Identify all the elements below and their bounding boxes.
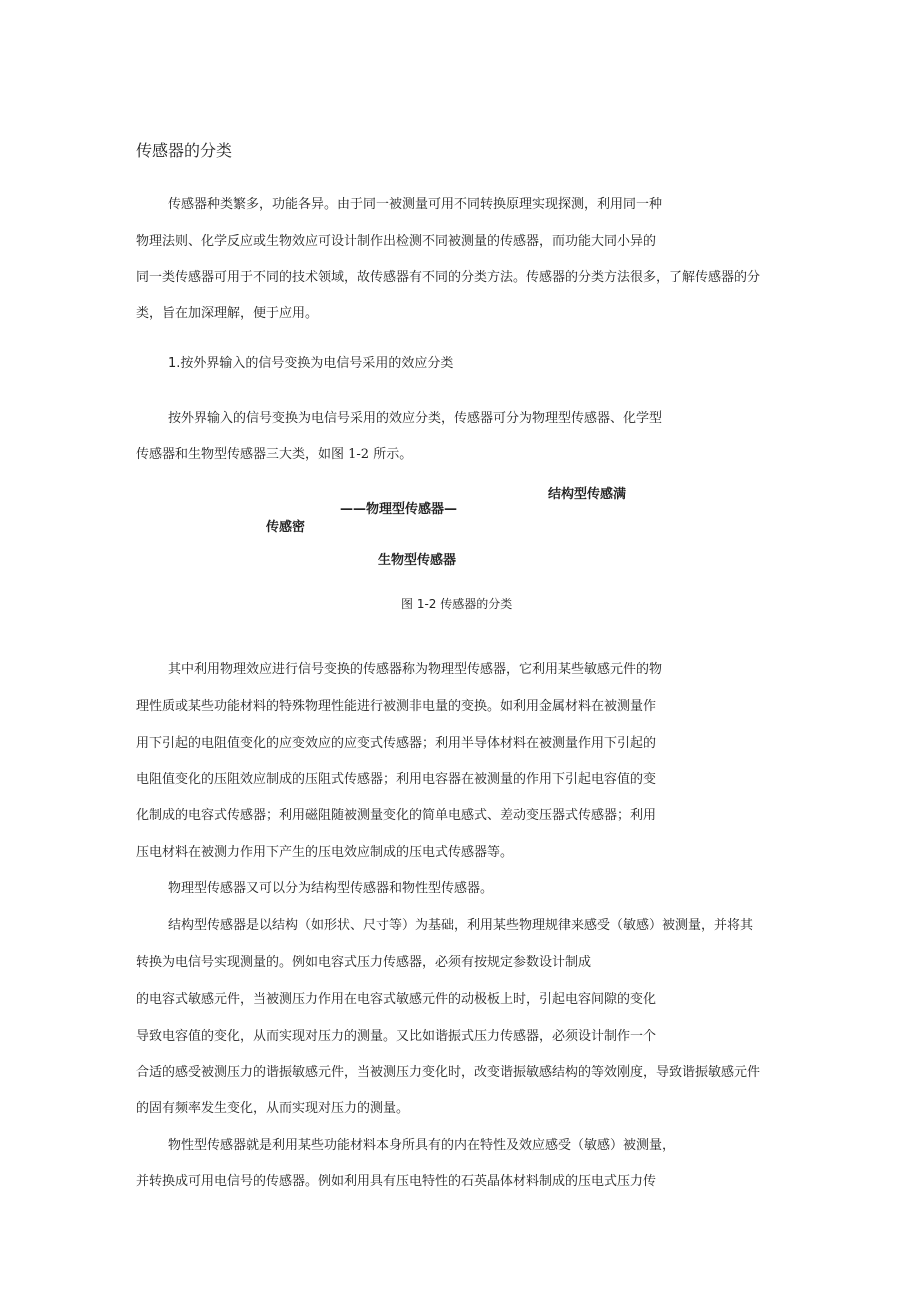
figure-caption-prefix: 图 [401, 597, 417, 611]
section-1-heading [168, 356, 453, 372]
intro-line-2: 物理法则、化学反应或生物效应可设计制作出检测不同被测量的传感器，而功能大同小异的 [136, 234, 657, 249]
structural-line-3: 的电容式敏感元件，当被测压力作用在电容式敏感元件的动极板上时，引起电容间隙的变化 [136, 992, 657, 1007]
structural-line-2: 转换为电信号实现测量的。例如电容式压力传感器，必须有按规定参数设计制成 [136, 955, 592, 970]
property-line-1: 物性型传感器就是利用某些功能材料本身所具有的内在特性及效应感受（敏感）被测量， [168, 1138, 676, 1153]
figure-caption-number: 1-2 [416, 597, 437, 611]
structural-line-4: 导致电容值的变化，从而实现对压力的测量。又比如谐振式压力传感器，必须设计制作一个 [136, 1029, 657, 1044]
intro-line-4: 类，旨在加深理解，便于应用。 [136, 306, 319, 321]
figure-label-root: 传感密 [266, 520, 306, 535]
figure-caption-text: 传感器的分类 [436, 597, 513, 611]
structural-line-1: 结构型传感器是以结构（如形状、尺寸等）为基础，利用某些物理规律来感受（敏感）被测量，并将其 [168, 918, 754, 933]
section-1-line-2: 传感器和生物型传感器三大类，如图 1-2 所示。 [136, 447, 413, 462]
property-line-2: 并转换成可用电信号的传感器。例如利用具有压电特性的石英晶体材料制成的压电式压力传 [136, 1174, 657, 1189]
section-1-heading-text: 按外界输入的信号变换为电信号采用的效应分类 [180, 356, 454, 371]
physical-line-3: 用下引起的电阻值变化的应变效应的应变式传感器；利用半导体材料在被测量作用下引起的 [136, 736, 657, 751]
intro-line-1: 传感器种类繁多，功能各异。由于同一被测量可用不同转换原理实现探测，利用同一种 [168, 197, 663, 212]
figure-label-structural: 结构型传感满 [548, 487, 627, 502]
physical-line-4: 电阻值变化的压阻效应制成的压阻式传感器；利用电容器在被测量的作用下引起电容值的变 [136, 772, 657, 787]
figure-caption [401, 596, 512, 612]
structural-line-5: 合适的感受被测压力的谐振敏感元件，当被测压力变化时，改变谐振敏感结构的等效刚度，导致谐振敏感元件 [136, 1065, 761, 1080]
section-1-number: 1. [168, 356, 181, 371]
page-title: 传感器的分类 [136, 141, 233, 160]
figure-label-bio: 生物型传感器 [378, 553, 457, 568]
structural-line-6: 的固有频率发生变化，从而实现对压力的测量。 [136, 1101, 410, 1116]
physical-line-1: 其中利用物理效应进行信号变换的传感器称为物理型传感器，它利用某些敏感元件的物 [168, 662, 663, 677]
physical-line-2: 理性质或某些功能材料的特殊物理性能进行被测非电量的变换。如利用金属材料在被测量作 [136, 699, 657, 714]
physical-line-5: 化制成的电容式传感器；利用磁阻随被测量变化的简单电感式、差动变压器式传感器；利用 [136, 808, 657, 823]
intro-line-3: 同一类传感器可用于不同的技术领域，故传感器有不同的分类方法。传感器的分类方法很多，了解传感器的分 [136, 270, 761, 285]
figure-label-physical: ——物理型传感器— [340, 502, 458, 517]
subclass-line: 物理型传感器又可以分为结构型传感器和物性型传感器。 [168, 881, 494, 896]
section-1-line-1: 按外界输入的信号变换为电信号采用的效应分类，传感器可分为物理型传感器、化学型 [168, 411, 663, 426]
physical-line-6: 压电材料在被测力作用下产生的压电效应制成的压电式传感器等。 [136, 845, 514, 860]
